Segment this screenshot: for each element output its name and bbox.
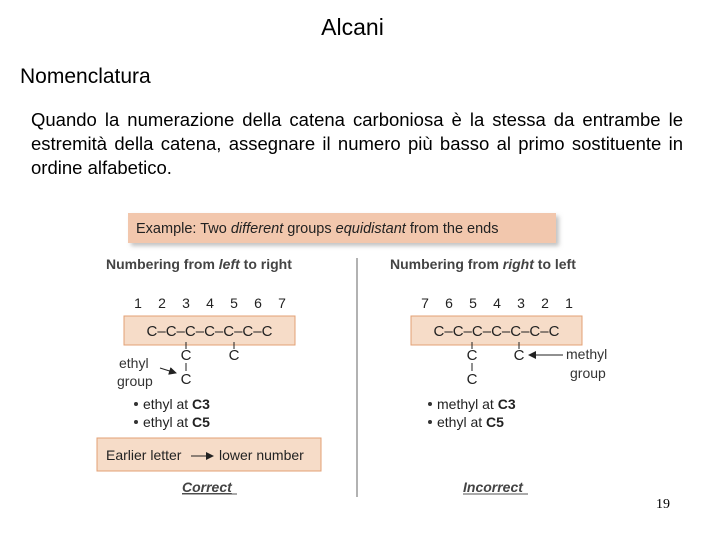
page-number: 19 <box>656 497 670 512</box>
left-carbon-number: 4 <box>206 295 214 311</box>
left-carbon-number: 7 <box>278 295 286 311</box>
incorrect-label: Incorrect <box>463 479 523 495</box>
ethyl-label-line1: ethyl <box>119 355 149 371</box>
rule-left-text: Earlier letter <box>106 447 182 463</box>
right-carbon-number: 1 <box>565 295 573 311</box>
left-carbon-number: 1 <box>134 295 142 311</box>
rule-right-text: lower number <box>219 447 304 463</box>
right-carbon-number: 7 <box>421 295 429 311</box>
right-ethyl-c1: C <box>466 347 478 364</box>
example-banner-text: Example: Two different groups equidistant from the ends <box>136 221 499 237</box>
left-heading: Numbering from left to right <box>106 256 292 272</box>
left-bullet-2: ethyl at C5 <box>143 414 210 430</box>
right-ethyl-c2: C <box>466 371 478 388</box>
right-carbon-number: 3 <box>517 295 525 311</box>
left-carbon-number: 2 <box>158 295 166 311</box>
left-carbon-number: 6 <box>254 295 262 311</box>
section-heading: Nomenclatura <box>20 65 151 88</box>
right-methyl-c: C <box>513 347 525 364</box>
left-carbon-number: 5 <box>230 295 238 311</box>
left-carbon-chain: C–C–C–C–C–C–C <box>146 323 273 340</box>
right-bullet-2: ethyl at C5 <box>437 414 504 430</box>
left-ethyl-c1: C <box>180 347 192 364</box>
right-carbon-chain: C–C–C–C–C–C–C <box>433 323 560 340</box>
slide-title: Alcani <box>321 14 384 40</box>
right-bullet-1: methyl at C3 <box>437 396 516 412</box>
methyl-label-line2: group <box>570 365 606 381</box>
right-carbon-numbers <box>421 295 573 311</box>
right-carbon-number: 2 <box>541 295 549 311</box>
left-carbon-number: 3 <box>182 295 190 311</box>
correct-label: Correct <box>182 479 232 495</box>
ethyl-arrow <box>160 368 176 373</box>
right-carbon-number: 5 <box>469 295 477 311</box>
methyl-label-line1: methyl <box>566 346 608 362</box>
left-carbon-numbers <box>134 295 286 311</box>
right-heading: Numbering from right to left <box>390 256 576 272</box>
left-bullet-1: ethyl at C3 <box>143 396 210 412</box>
right-carbon-number: 6 <box>445 295 453 311</box>
ethyl-label-line2: group <box>117 373 153 389</box>
right-carbon-number: 4 <box>493 295 501 311</box>
left-methyl-c: C <box>228 347 240 364</box>
body-paragraph: Quando la numerazione della catena carboniosa è la stessa da entrambe le estremità della catena, assegnare il numero più basso al primo sostituente in ordine alfabetico. <box>31 109 683 178</box>
left-ethyl-c2: C <box>180 371 192 388</box>
